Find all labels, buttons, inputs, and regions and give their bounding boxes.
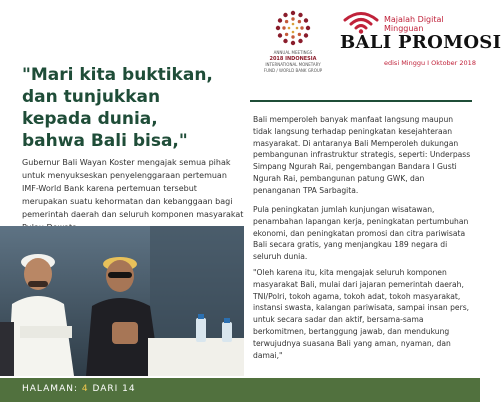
quote-line: kepada dunia, bbox=[22, 109, 158, 129]
page-indicator bbox=[22, 384, 136, 394]
page-indicator-prefix: HALAMAN: bbox=[22, 384, 82, 394]
magazine-title: BALI PROMOSI bbox=[340, 32, 501, 53]
magazine-tagline: Majalah Digital Mingguan bbox=[384, 15, 444, 33]
body-paragraph-1: Bali memperoleh banyak manfaat langsung maupun tidak langsung terhadap peningkatan kesejahteraan masyarakat. Di antaranya Bali Memperoleh dukungan pembangunan infrastruktur strategis, seperti: Underpass Simpang Ngurah Rai, pengembangan Bandara I Gusti Ngurah Rai, pembangunan patung GWK, dan penanganan TPA Sarbagita. bbox=[253, 115, 471, 195]
wifi-signal-icon bbox=[342, 10, 380, 34]
imf-logo-line-1: ANNUAL MEETINGS bbox=[273, 50, 313, 55]
quote-line: dan tunjukkan bbox=[22, 87, 161, 107]
quote-line: bahwa Bali bisa," bbox=[22, 131, 188, 151]
imf-logo-line-2: 2018 INDONESIA bbox=[269, 56, 317, 62]
current-page-number: 4 bbox=[81, 384, 89, 394]
governor-photo-illustration bbox=[0, 226, 244, 376]
bali-promosi-logo bbox=[334, 8, 501, 70]
body-paragraph-2: Pula peningkatan jumlah kunjungan wisatawan, penambahan lapangan kerja, peningkatan pertumbuhan ekonomi, dan peningkatan promosi dan citra pariwisata Bali secara gratis, yang menjangkau 189 negara di seluruh dunia. bbox=[253, 205, 469, 262]
lead-paragraph: Gubernur Bali Wayan Koster mengajak semua pihak untuk menyukseskan penyelenggaraan pertemuan IMF-World Bank karena pertemuan tersebut merupakan suatu kehormatan dan kebanggaan bagi pemerintah daerah dan seluruh komponen masyarakat bbox=[22, 158, 244, 219]
imf-emblem-icon bbox=[273, 8, 313, 48]
governor-photo bbox=[0, 226, 244, 376]
pull-quote bbox=[22, 64, 242, 152]
quote-line: "Mari kita buktikan, bbox=[22, 65, 213, 85]
imf-annual-meetings-logo bbox=[262, 8, 324, 73]
magazine-edition: edisi Minggu I Oktober 2018 bbox=[384, 59, 476, 67]
column-divider bbox=[250, 100, 472, 102]
page-indicator-suffix: DARI 14 bbox=[88, 384, 136, 394]
page-footer bbox=[0, 378, 480, 402]
imf-logo-line-3: INTERNATIONAL MONETARY FUND / WORLD BANK GROUP bbox=[263, 62, 323, 73]
body-paragraph-3: "Oleh karena itu, kita mengajak seluruh komponen masyarakat Bali, mulai dari jajaran pemerintah daerah, TNI/Polri, tokoh agama, tokoh adat, tokoh masyarakat, instansi swasta, kalangan pariwisata, sampai insan pers, untuk secara sadar dan aktif, bersama-sama berkomitmen, bertanggung jawab, dan mendukung terwujudnya suasana Bali yang aman, nyaman, dan damai," bbox=[253, 268, 470, 360]
